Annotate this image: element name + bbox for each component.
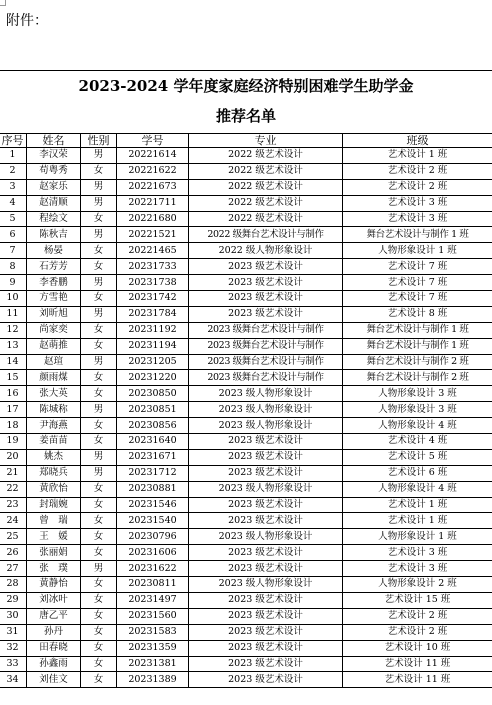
cell-student-id: 20231389 — [117, 672, 189, 688]
cell-gender: 女 — [81, 338, 117, 354]
cell-name: 苟粤秀 — [27, 163, 81, 179]
cell-gender: 女 — [81, 592, 117, 608]
table-row — [0, 211, 492, 227]
cell-index: 26 — [0, 545, 27, 561]
cell-student-id: 20231381 — [117, 656, 189, 672]
cell-student-id: 20221521 — [117, 227, 189, 243]
cell-index: 13 — [0, 338, 27, 354]
cell-name: 姚杰 — [27, 449, 81, 465]
cell-class: 艺术设计 11 班 — [343, 656, 492, 672]
cell-gender: 女 — [81, 513, 117, 529]
cell-class: 艺术设计 7 班 — [343, 291, 492, 307]
cell-student-id: 20221711 — [117, 195, 189, 211]
table-row — [0, 354, 492, 370]
cell-index: 32 — [0, 640, 27, 656]
table-row — [0, 338, 492, 354]
cell-major: 2023 级舞台艺术设计与制作 — [189, 338, 343, 354]
cell-major: 2023 级人物形象设计 — [189, 418, 343, 434]
cell-student-id: 20231712 — [117, 465, 189, 481]
header-major: 专业 — [189, 134, 343, 148]
cell-index: 9 — [0, 275, 27, 291]
table-header-row — [0, 134, 492, 148]
cell-name: 孙鑫雨 — [27, 656, 81, 672]
cell-index: 34 — [0, 672, 27, 688]
cell-index: 28 — [0, 577, 27, 593]
cell-index: 16 — [0, 386, 27, 402]
cell-gender: 女 — [81, 481, 117, 497]
table-row — [0, 195, 492, 211]
cell-major: 2022 级人物形象设计 — [189, 243, 343, 259]
cell-index: 10 — [0, 291, 27, 307]
cell-class: 艺术设计 7 班 — [343, 275, 492, 291]
table-row — [0, 577, 492, 593]
cell-student-id: 20231742 — [117, 291, 189, 307]
header-name: 姓名 — [27, 134, 81, 148]
cell-major: 2023 级艺术设计 — [189, 513, 343, 529]
cell-student-id: 20230856 — [117, 418, 189, 434]
cell-name: 姜苗苗 — [27, 434, 81, 450]
table-row — [0, 465, 492, 481]
cell-gender: 女 — [81, 163, 117, 179]
cell-gender: 男 — [81, 179, 117, 195]
cell-gender: 女 — [81, 497, 117, 513]
cell-student-id: 20231205 — [117, 354, 189, 370]
table-row — [0, 227, 492, 243]
cell-major: 2022 级艺术设计 — [189, 211, 343, 227]
cell-major: 2022 级艺术设计 — [189, 195, 343, 211]
cell-gender: 女 — [81, 418, 117, 434]
cell-major: 2022 级舞台艺术设计与制作 — [189, 227, 343, 243]
cell-class: 艺术设计 3 班 — [343, 195, 492, 211]
cell-name: 尚家奕 — [27, 322, 81, 338]
cell-student-id: 20231784 — [117, 306, 189, 322]
cell-index: 30 — [0, 608, 27, 624]
cell-student-id: 20231194 — [117, 338, 189, 354]
table-row — [0, 275, 492, 291]
cell-name: 张丽娟 — [27, 545, 81, 561]
cell-major: 2023 级艺术设计 — [189, 592, 343, 608]
cell-index: 3 — [0, 179, 27, 195]
cell-major: 2023 级人物形象设计 — [189, 402, 343, 418]
cell-major: 2023 级人物形象设计 — [189, 481, 343, 497]
cell-major: 2023 级艺术设计 — [189, 465, 343, 481]
cell-name: 陈城称 — [27, 402, 81, 418]
cell-major: 2022 级艺术设计 — [189, 148, 343, 164]
cell-index: 19 — [0, 434, 27, 450]
cell-student-id: 20231540 — [117, 513, 189, 529]
cell-index: 7 — [0, 243, 27, 259]
table-row — [0, 592, 492, 608]
cell-class: 艺术设计 15 班 — [343, 592, 492, 608]
cell-student-id: 20230811 — [117, 577, 189, 593]
cell-index: 23 — [0, 497, 27, 513]
cell-name: 刘佳文 — [27, 672, 81, 688]
cell-gender: 女 — [81, 529, 117, 545]
cell-class: 艺术设计 1 班 — [343, 513, 492, 529]
cell-name: 程绘文 — [27, 211, 81, 227]
table-row — [0, 179, 492, 195]
cell-name: 张大英 — [27, 386, 81, 402]
cell-gender: 女 — [81, 243, 117, 259]
cell-name: 黄欣怡 — [27, 481, 81, 497]
cell-gender: 男 — [81, 195, 117, 211]
cell-gender: 男 — [81, 465, 117, 481]
header-class: 班级 — [343, 134, 492, 148]
cell-class: 艺术设计 1 班 — [343, 148, 492, 164]
cell-major: 2023 级人物形象设计 — [189, 386, 343, 402]
cell-class: 舞台艺术设计与制作 2 班 — [343, 370, 492, 386]
cell-class: 艺术设计 7 班 — [343, 259, 492, 275]
cell-major: 2023 级舞台艺术设计与制作 — [189, 370, 343, 386]
table-row — [0, 370, 492, 386]
cell-major: 2023 级艺术设计 — [189, 259, 343, 275]
cell-name: 赵瑄 — [27, 354, 81, 370]
cell-class: 艺术设计 4 班 — [343, 434, 492, 450]
cell-name: 方雪艳 — [27, 291, 81, 307]
cell-index: 24 — [0, 513, 27, 529]
cell-gender: 男 — [81, 148, 117, 164]
cell-name: 赵萌推 — [27, 338, 81, 354]
cell-major: 2023 级艺术设计 — [189, 497, 343, 513]
cell-index: 4 — [0, 195, 27, 211]
cell-gender: 女 — [81, 656, 117, 672]
table-row — [0, 148, 492, 164]
table-top-border — [0, 70, 492, 71]
cell-name: 赵家乐 — [27, 179, 81, 195]
cell-major: 2023 级艺术设计 — [189, 656, 343, 672]
table-row — [0, 513, 492, 529]
table-row — [0, 672, 492, 688]
cell-student-id: 20221465 — [117, 243, 189, 259]
table-row — [0, 243, 492, 259]
cell-major: 2023 级艺术设计 — [189, 561, 343, 577]
cell-class: 舞台艺术设计与制作 2 班 — [343, 354, 492, 370]
cell-index: 11 — [0, 306, 27, 322]
cell-class: 艺术设计 2 班 — [343, 624, 492, 640]
cell-index: 27 — [0, 561, 27, 577]
cell-name: 田春晓 — [27, 640, 81, 656]
table-row — [0, 608, 492, 624]
cell-major: 2023 级艺术设计 — [189, 545, 343, 561]
cell-class: 舞台艺术设计与制作 1 班 — [343, 338, 492, 354]
cell-major: 2023 级舞台艺术设计与制作 — [189, 354, 343, 370]
cell-student-id: 20231220 — [117, 370, 189, 386]
cell-class: 艺术设计 3 班 — [343, 561, 492, 577]
cell-student-id: 20231640 — [117, 434, 189, 450]
cell-major: 2022 级艺术设计 — [189, 179, 343, 195]
page-corner-mark — [0, 0, 6, 6]
table-row — [0, 640, 492, 656]
cell-student-id: 20230881 — [117, 481, 189, 497]
recommendation-table — [0, 133, 492, 688]
cell-major: 2023 级艺术设计 — [189, 306, 343, 322]
cell-student-id: 20231192 — [117, 322, 189, 338]
cell-class: 艺术设计 6 班 — [343, 465, 492, 481]
header-gender: 性别 — [81, 134, 117, 148]
cell-gender: 男 — [81, 402, 117, 418]
cell-name: 李香鹏 — [27, 275, 81, 291]
cell-gender: 女 — [81, 322, 117, 338]
cell-class: 人物形象设计 3 班 — [343, 386, 492, 402]
cell-gender: 女 — [81, 211, 117, 227]
cell-student-id: 20221622 — [117, 163, 189, 179]
cell-gender: 女 — [81, 640, 117, 656]
cell-index: 15 — [0, 370, 27, 386]
table-row — [0, 386, 492, 402]
cell-class: 艺术设计 1 班 — [343, 497, 492, 513]
cell-student-id: 20221680 — [117, 211, 189, 227]
cell-major: 2023 级艺术设计 — [189, 624, 343, 640]
cell-name: 张 璞 — [27, 561, 81, 577]
cell-name: 陈秋吉 — [27, 227, 81, 243]
cell-index: 5 — [0, 211, 27, 227]
cell-major: 2023 级艺术设计 — [189, 275, 343, 291]
cell-name: 赵清顺 — [27, 195, 81, 211]
cell-name: 颜雨煤 — [27, 370, 81, 386]
cell-student-id: 20230796 — [117, 529, 189, 545]
cell-student-id: 20231497 — [117, 592, 189, 608]
cell-index: 25 — [0, 529, 27, 545]
cell-name: 唐乙平 — [27, 608, 81, 624]
cell-class: 人物形象设计 4 班 — [343, 418, 492, 434]
table-row — [0, 624, 492, 640]
cell-class: 艺术设计 2 班 — [343, 163, 492, 179]
cell-gender: 男 — [81, 354, 117, 370]
document-title: 2023-2024 学年度家庭经济特别困难学生助学金 — [78, 77, 414, 95]
cell-gender: 女 — [81, 545, 117, 561]
cell-class: 艺术设计 10 班 — [343, 640, 492, 656]
cell-major: 2023 级人物形象设计 — [189, 577, 343, 593]
cell-gender: 女 — [81, 291, 117, 307]
cell-class: 人物形象设计 4 班 — [343, 481, 492, 497]
cell-student-id: 20221614 — [117, 148, 189, 164]
cell-student-id: 20221673 — [117, 179, 189, 195]
table-row — [0, 545, 492, 561]
cell-name: 曾 瑞 — [27, 513, 81, 529]
cell-gender: 男 — [81, 306, 117, 322]
cell-index: 2 — [0, 163, 27, 179]
table-row — [0, 561, 492, 577]
cell-student-id: 20231606 — [117, 545, 189, 561]
cell-major: 2023 级艺术设计 — [189, 672, 343, 688]
cell-student-id: 20231359 — [117, 640, 189, 656]
cell-name: 石芳芳 — [27, 259, 81, 275]
cell-class: 舞台艺术设计与制作 1 班 — [343, 322, 492, 338]
cell-major: 2023 级艺术设计 — [189, 434, 343, 450]
cell-class: 艺术设计 8 班 — [343, 306, 492, 322]
cell-class: 人物形象设计 3 班 — [343, 402, 492, 418]
cell-class: 人物形象设计 2 班 — [343, 577, 492, 593]
cell-index: 6 — [0, 227, 27, 243]
cell-name: 黄静怡 — [27, 577, 81, 593]
cell-major: 2023 级艺术设计 — [189, 449, 343, 465]
cell-student-id: 20230851 — [117, 402, 189, 418]
cell-name: 尹海燕 — [27, 418, 81, 434]
cell-index: 21 — [0, 465, 27, 481]
cell-student-id: 20231738 — [117, 275, 189, 291]
table-row — [0, 306, 492, 322]
cell-class: 艺术设计 2 班 — [343, 179, 492, 195]
table-body — [0, 148, 492, 688]
cell-class: 艺术设计 5 班 — [343, 449, 492, 465]
cell-major: 2023 级人物形象设计 — [189, 529, 343, 545]
table-row — [0, 497, 492, 513]
cell-gender: 女 — [81, 434, 117, 450]
cell-name: 刘昕旭 — [27, 306, 81, 322]
document-subtitle: 推荐名单 — [215, 107, 276, 125]
table-row — [0, 402, 492, 418]
cell-name: 王 媛 — [27, 529, 81, 545]
cell-index: 31 — [0, 624, 27, 640]
cell-student-id: 20230850 — [117, 386, 189, 402]
cell-index: 22 — [0, 481, 27, 497]
cell-gender: 男 — [81, 275, 117, 291]
cell-gender: 男 — [81, 449, 117, 465]
table-row — [0, 291, 492, 307]
table-row — [0, 656, 492, 672]
table-row — [0, 163, 492, 179]
cell-student-id: 20231671 — [117, 449, 189, 465]
cell-student-id: 20231560 — [117, 608, 189, 624]
cell-name: 李汉荣 — [27, 148, 81, 164]
cell-index: 1 — [0, 148, 27, 164]
attachment-label: 附件： — [6, 13, 48, 29]
cell-class: 人物形象设计 1 班 — [343, 243, 492, 259]
cell-class: 艺术设计 3 班 — [343, 211, 492, 227]
cell-gender: 女 — [81, 608, 117, 624]
cell-major: 2023 级艺术设计 — [189, 640, 343, 656]
cell-name: 孙丹 — [27, 624, 81, 640]
header-student-id: 学号 — [117, 134, 189, 148]
cell-major: 2023 级舞台艺术设计与制作 — [189, 322, 343, 338]
cell-index: 8 — [0, 259, 27, 275]
table-row — [0, 434, 492, 450]
cell-major: 2023 级艺术设计 — [189, 291, 343, 307]
cell-index: 33 — [0, 656, 27, 672]
cell-index: 20 — [0, 449, 27, 465]
header-index: 序号 — [0, 134, 27, 148]
cell-name: 刘冰叶 — [27, 592, 81, 608]
cell-student-id: 20231546 — [117, 497, 189, 513]
cell-index: 12 — [0, 322, 27, 338]
cell-name: 郑晓兵 — [27, 465, 81, 481]
cell-name: 杨晏 — [27, 243, 81, 259]
cell-major: 2022 级艺术设计 — [189, 163, 343, 179]
cell-gender: 女 — [81, 577, 117, 593]
cell-index: 17 — [0, 402, 27, 418]
cell-gender: 女 — [81, 386, 117, 402]
cell-class: 艺术设计 2 班 — [343, 608, 492, 624]
cell-gender: 女 — [81, 672, 117, 688]
cell-gender: 男 — [81, 227, 117, 243]
table-row — [0, 322, 492, 338]
cell-name: 封瑞婉 — [27, 497, 81, 513]
cell-gender: 女 — [81, 259, 117, 275]
cell-index: 14 — [0, 354, 27, 370]
cell-major: 2023 级艺术设计 — [189, 608, 343, 624]
table-row — [0, 418, 492, 434]
cell-class: 舞台艺术设计与制作 1 班 — [343, 227, 492, 243]
cell-student-id: 20231622 — [117, 561, 189, 577]
table-row — [0, 449, 492, 465]
table-row — [0, 481, 492, 497]
cell-student-id: 20231733 — [117, 259, 189, 275]
cell-class: 人物形象设计 1 班 — [343, 529, 492, 545]
cell-gender: 女 — [81, 624, 117, 640]
cell-class: 艺术设计 11 班 — [343, 672, 492, 688]
cell-student-id: 20231583 — [117, 624, 189, 640]
cell-gender: 男 — [81, 561, 117, 577]
cell-index: 18 — [0, 418, 27, 434]
table-row — [0, 259, 492, 275]
table-row — [0, 529, 492, 545]
cell-index: 29 — [0, 592, 27, 608]
cell-gender: 女 — [81, 370, 117, 386]
cell-class: 艺术设计 3 班 — [343, 545, 492, 561]
